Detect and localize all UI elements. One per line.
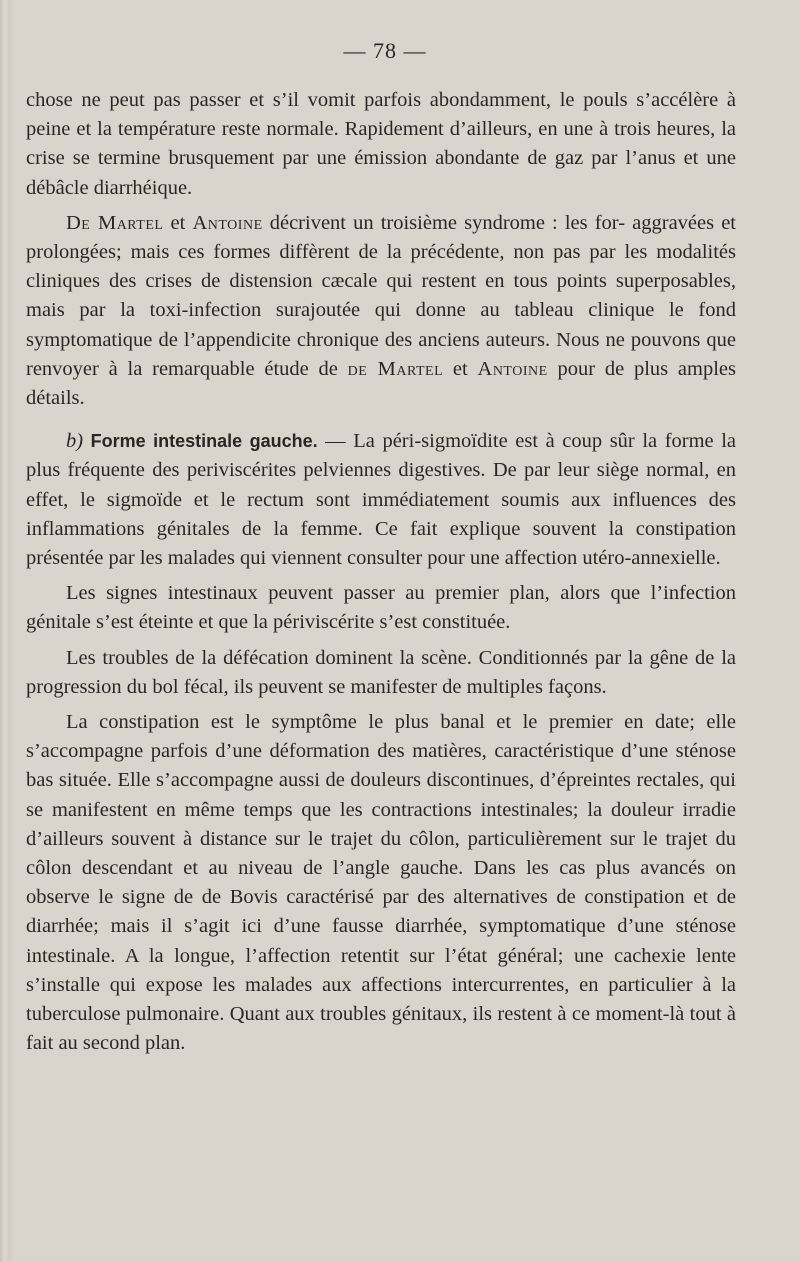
paragraph-2 — [26, 209, 736, 413]
author-name: Antoine — [477, 357, 548, 380]
paragraph-text: décrivent un troisième syndrome : les for- aggravées et prolongées; mais ces formes diffèrent de la précédente, non pas par les modalités cliniques des crises de distension cæcale qui restent en tous points superposables, mais par la toxi-infection surajoutée qui donne au tableau clinique le fond symptomatique de l’appendicite chronique des anciens auteurs. Nous ne pouvons que renvoyer à la remarquable étude de — [26, 211, 736, 380]
body-text — [26, 86, 736, 1059]
paragraph-text: — La péri-sigmoïdite est à coup sûr la forme la plus fréquente des periviscérites pelviennes digestives. De par leur siège normal, en effet, le sigmoïde et le rectum sont immédiatement soumis aux influences des inflammations génitales de la femme. Ce fait explique souvent la constipation présentée par les malades qui viennent consulter pour une affection utéro-annexielle. — [26, 430, 737, 570]
author-name: de Martel — [347, 357, 444, 380]
section-label: b) — [66, 430, 84, 453]
page-gutter — [0, 0, 14, 1262]
paragraph-1: chose ne peut pas passer et s’il vomit parfois abondamment, le pouls s’accélère à peine et la température reste normale. Rapidement d’ailleurs, en une à trois heures, la crise se termine brusquement par une émission abondante de gaz par l’anus et une débâcle diarrhéique. — [26, 89, 736, 199]
paragraph-3 — [26, 427, 736, 573]
author-name: De Martel — [66, 211, 164, 234]
author-name: Antoine — [192, 211, 263, 234]
page-number: — 78 — — [343, 38, 427, 63]
paragraph-text: et — [163, 211, 193, 234]
paragraph-text: et — [443, 357, 478, 380]
section-heading: Forme intestinale gauche. — [90, 431, 318, 452]
paragraph-6: La constipation est le symptôme le plus banal et le premier en date; elle s’accompagne parfois d’une déformation des matières, caractéristique d’une sténose bas située. Elle s’accompagne aussi de douleurs discontinues, d’épreintes rectales, qui se manifestent en même temps que les contractions intestinales; la douleur irradie d’ailleurs souvent à distance sur le trajet du côlon, particulièrement sur le trajet du côlon descendant et au niveau de l’angle gauche. Dans les cas plus avancés on observe le signe de de Bovis caractérisé par des alternatives de constipation et de diarrhée; mais il s’agit ici d’une fausse diarrhée, symptomatique d’une sténose intestinale. A la longue, l’affection retentit sur l’état général; une cachexie lente s’installe qui expose les malades aux affections intercurrentes, en particulier à la tuberculose pulmonaire. Quant aux troubles génitaux, ils restent à ce moment-là tout à fait au second plan. — [26, 711, 736, 1055]
paragraph-text: pour de plus amples détails. — [26, 357, 737, 410]
paragraph-4: Les signes intestinaux peuvent passer au premier plan, alors que l’infection génitale s’est éteinte et que la périviscérite s’est constituée. — [26, 582, 736, 634]
paragraph-5: Les troubles de la défécation dominent la scène. Conditionnés par la gêne de la progression du bol fécal, ils peuvent se manifester de multiples façons. — [26, 646, 736, 698]
